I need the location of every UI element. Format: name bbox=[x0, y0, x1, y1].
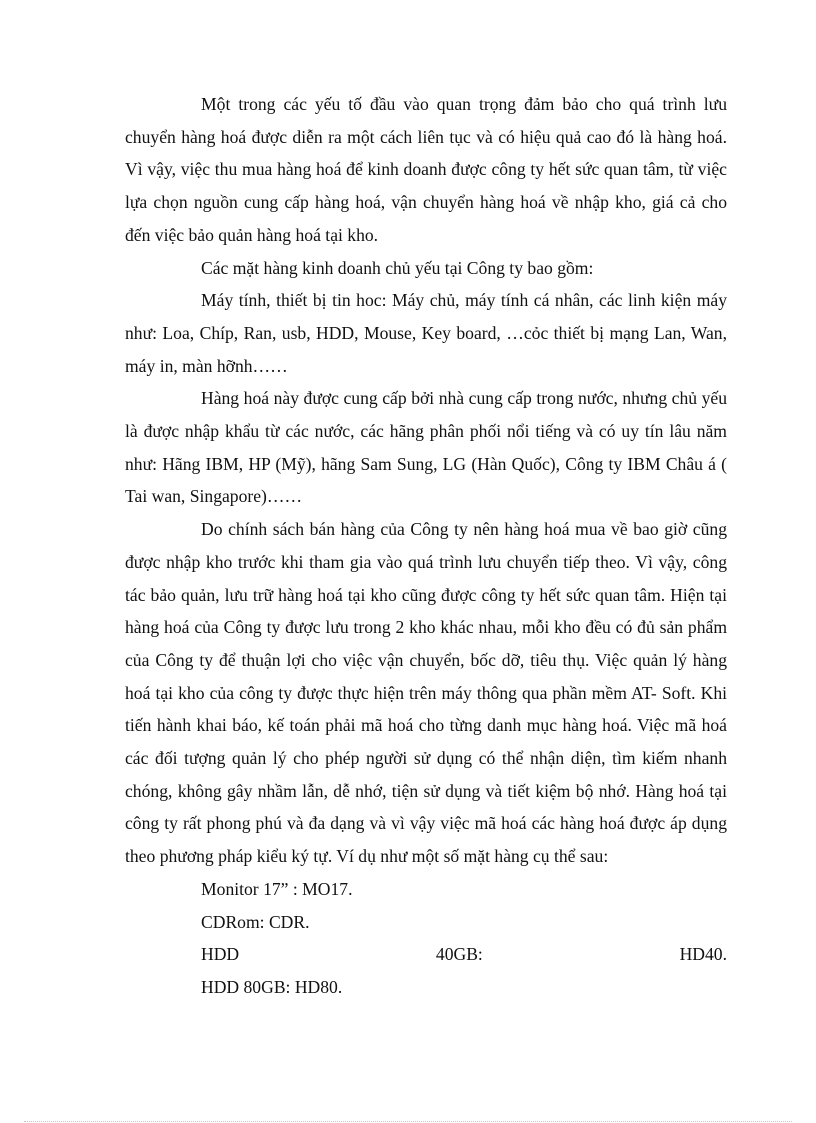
example-hdd40-part-2: 40GB: bbox=[435, 944, 483, 965]
paragraph-warehouse-coding: Do chính sách bán hàng của Công ty nên hàng hoá mua về bao giờ cũng được nhập kho trước khi tham gia vào quá trình lưu chuyển tiếp theo. Vì vậy, công tác bảo quản, lưu trữ hàng hoá tại kho cũng được công ty hết sức quan tâm. Hiện tại hàng hoá của Công ty được lưu trong 2 kho khác nhau, mỗi kho đều có đủ sản phẩm của Công ty để thuận lợi cho việc vận chuyển, bốc dỡ, tiêu thụ. Việc quản lý hàng hoá tại kho của công ty được thực hiện trên máy thông qua phần mềm AT- Soft. Khi tiến hành khai báo, kế toán phải mã hoá cho từng danh mục hàng hoá. Việc mã hoá các đối tượng quản lý cho phép người sử dụng có thể nhận diện, tìm kiếm nhanh chóng, không gây nhầm lẫn, dễ nhớ, tiện sử dụng và tiết kiệm bộ nhớ. Hàng hoá tại công ty rất phong phú và đa dạng và vì vậy việc mã hoá các hàng hoá được áp dụng theo phương pháp kiểu ký tự. Ví dụ như một số mặt hàng cụ thể sau: bbox=[125, 519, 727, 867]
page-bottom-divider bbox=[24, 1121, 792, 1122]
example-monitor: Monitor 17” : MO17. bbox=[201, 878, 353, 899]
example-hdd40-part-3: HD40. bbox=[679, 944, 727, 965]
paragraph-product-lines: Các mặt hàng kinh doanh chủ yếu tại Công ty bao gồm: bbox=[201, 257, 594, 278]
paragraph-computer-equipment: Máy tính, thiết bị tin hoc: Máy chủ, máy tính cá nhân, các linh kiện máy như: Loa, Chíp, Ran, usb, HDD, Mouse, Key board, …cỏc thiết bị mạng Lan, Wan, máy in, màn hỡnh…… bbox=[125, 290, 727, 376]
paragraph-suppliers: Hàng hoá này được cung cấp bởi nhà cung cấp trong nước, nhưng chủ yếu là được nhập khẩu từ các nước, các hãng phân phối nổi tiếng và có uy tín lâu năm như: Hãng IBM, HP (Mỹ), hãng Sam Sung, LG (Hàn Quốc), Công ty IBM Châu á ( Tai wan, Singapore)…… bbox=[125, 388, 727, 507]
example-cdrom: CDRom: CDR. bbox=[201, 911, 310, 932]
example-hdd40-part-1: HDD bbox=[201, 944, 240, 965]
paragraph-intro: Một trong các yếu tố đầu vào quan trọng đảm bảo cho quá trình lưu chuyển hàng hoá được diễn ra một cách liên tục và có hiệu quả cao đó là hàng hoá. Vì vậy, việc thu mua hàng hoá để kinh doanh được công ty hết sức quan tâm, từ việc lựa chọn nguồn cung cấp hàng hoá, vận chuyển hàng hoá về nhập kho, giá cả cho đến việc bảo quản hàng hoá tại kho. bbox=[125, 94, 727, 245]
example-hdd40 bbox=[125, 938, 727, 971]
document-page bbox=[125, 88, 727, 1004]
example-hdd80: HDD 80GB: HD80. bbox=[201, 976, 343, 997]
